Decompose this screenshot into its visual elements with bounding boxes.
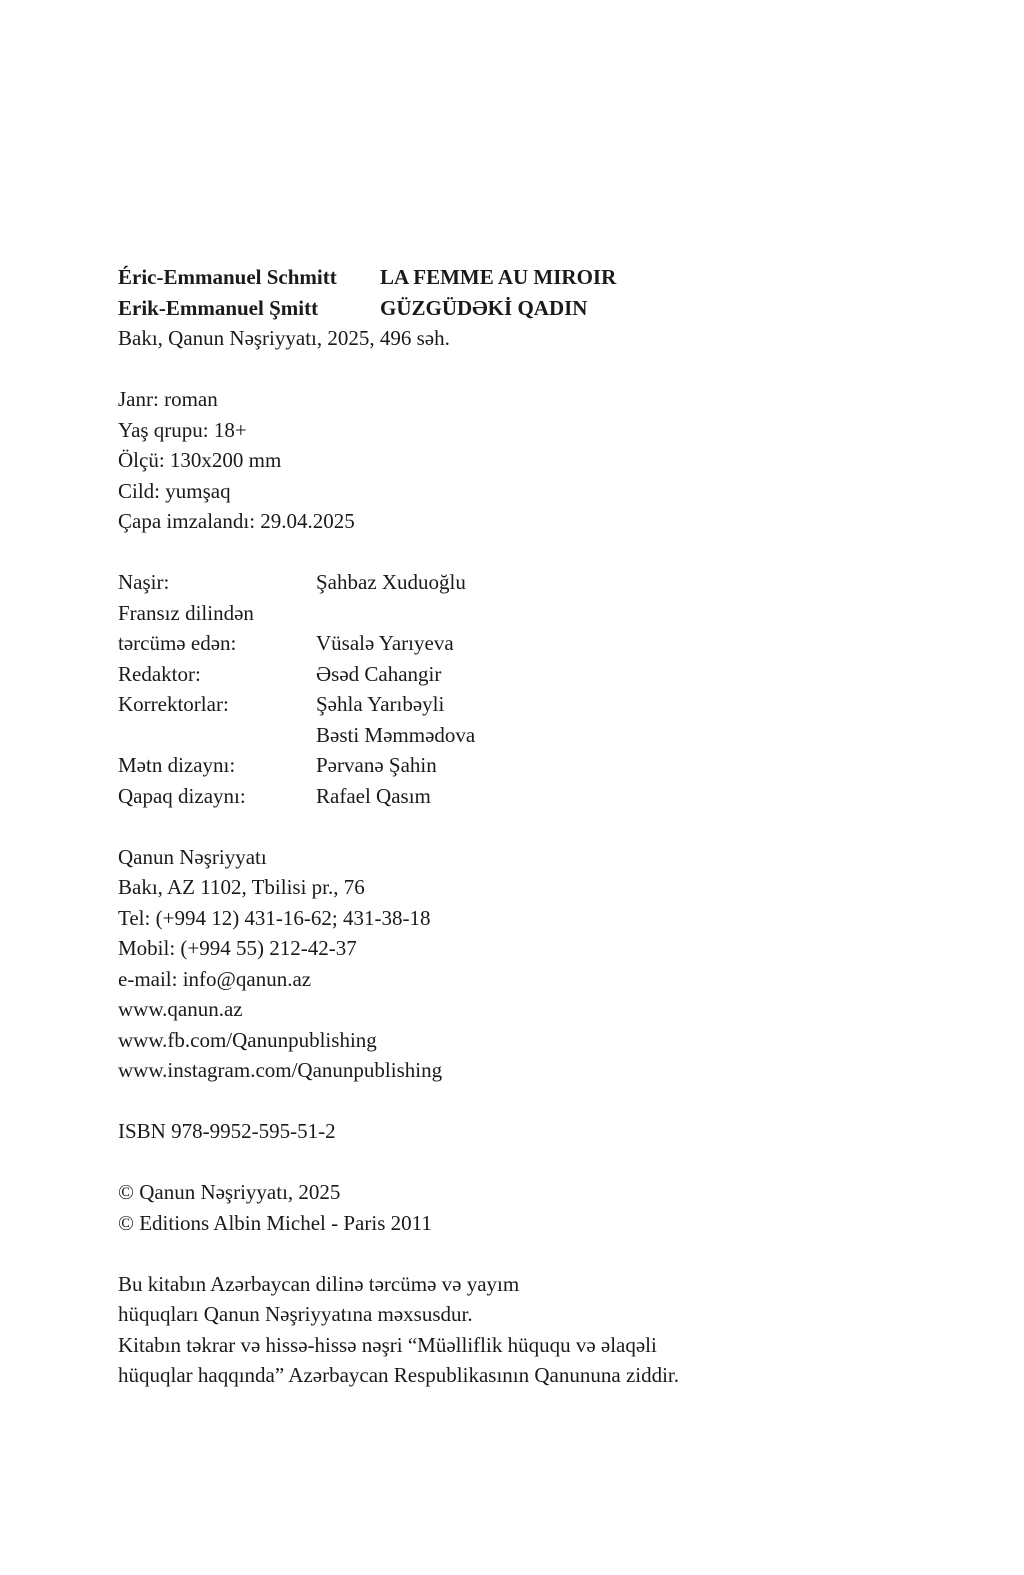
credit-role: Redaktor: <box>118 661 201 686</box>
copyright-line: © Qanun Nəşriyyatı, 2025 <box>118 1180 341 1204</box>
spacer <box>118 811 918 842</box>
credit-name: Əsəd Cahangir <box>316 661 442 686</box>
translated-title: GÜZGÜDƏKİ QADIN <box>380 295 588 320</box>
publisher-website: www.qanun.az <box>118 997 243 1021</box>
spacer <box>118 537 918 568</box>
translated-title-row <box>118 293 918 324</box>
rights-line: hüquqları Qanun Nəşriyyatına məxsusdur. <box>118 1302 473 1326</box>
original-title: LA FEMME AU MIROIR <box>380 265 617 289</box>
credit-role: Naşir: <box>118 570 170 594</box>
copyright-block <box>118 1177 918 1238</box>
spec-genre: Janr: roman <box>118 387 218 411</box>
credit-name: Şəhla Yarıbəyli <box>316 692 445 716</box>
isbn: ISBN 978-9952-595-51-2 <box>118 1119 336 1143</box>
credit-role: tərcümə edən: <box>118 631 237 655</box>
credit-name: Rafael Qasım <box>316 783 431 808</box>
copyright-page <box>118 262 918 1391</box>
credit-row <box>118 750 918 781</box>
publisher-address: Bakı, AZ 1102, Tbilisi pr., 76 <box>118 875 365 899</box>
publisher-phone: Tel: (+994 12) 431-16-62; 431-38-18 <box>118 905 431 930</box>
credit-row <box>118 598 918 629</box>
publisher-instagram: www.instagram.com/Qanunpublishing <box>118 1058 443 1082</box>
credit-row <box>118 567 918 598</box>
contact-block <box>118 842 918 1086</box>
imprint-line: Bakı, Qanun Nəşriyyatı, 2025, 496 səh. <box>118 326 450 350</box>
publisher-email: e-mail: info@qanun.az <box>118 966 312 991</box>
credit-role <box>118 720 316 751</box>
spacer <box>118 1238 918 1269</box>
credit-name: Şahbaz Xuduoğlu <box>316 570 466 594</box>
credit-name: Vüsalə Yarıyeva <box>316 631 454 655</box>
spec-size: Ölçü: 130x200 mm <box>118 448 282 472</box>
credit-name: Pərvanə Şahin <box>316 753 437 777</box>
spec-binding: Cild: yumşaq <box>118 478 231 503</box>
rights-line: Bu kitabın Azərbaycan dilinə tərcümə və yayım <box>118 1271 520 1296</box>
original-author: Éric-Emmanuel Schmitt <box>118 265 337 289</box>
specs-block <box>118 384 918 537</box>
rights-line: Kitabın təkrar və hissə-hissə nəşri “Müəlliflik hüququ və əlaqəli <box>118 1332 657 1357</box>
publisher-facebook: www.fb.com/Qanunpublishing <box>118 1027 377 1052</box>
rights-line: hüquqlar haqqında” Azərbaycan Respublikasının Qanununa ziddir. <box>118 1363 680 1387</box>
credit-role: Korrektorlar: <box>118 692 229 716</box>
publisher-mobile: Mobil: (+994 55) 212-42-37 <box>118 936 357 960</box>
spacer <box>118 1086 918 1117</box>
credit-name: Bəsti Məmmədova <box>316 722 476 747</box>
spec-age-group: Yaş qrupu: 18+ <box>118 417 247 442</box>
credit-row <box>118 720 918 751</box>
credit-row <box>118 659 918 690</box>
credit-row <box>118 781 918 812</box>
copyright-line: © Editions Albin Michel - Paris 2011 <box>118 1210 432 1235</box>
spacer <box>118 354 918 385</box>
credit-role: Mətn dizaynı: <box>118 753 236 777</box>
credits-block <box>118 567 918 811</box>
rights-block <box>118 1269 918 1391</box>
original-title-row <box>118 262 918 293</box>
credit-role: Qapaq dizaynı: <box>118 783 246 808</box>
credit-row <box>118 689 918 720</box>
spacer <box>118 1147 918 1178</box>
credit-role: Fransız dilindən <box>118 600 254 625</box>
spec-print-date: Çapa imzalandı: 29.04.2025 <box>118 509 355 533</box>
translated-author: Erik-Emmanuel Şmitt <box>118 295 319 320</box>
credit-row <box>118 628 918 659</box>
publisher-name: Qanun Nəşriyyatı <box>118 844 267 869</box>
